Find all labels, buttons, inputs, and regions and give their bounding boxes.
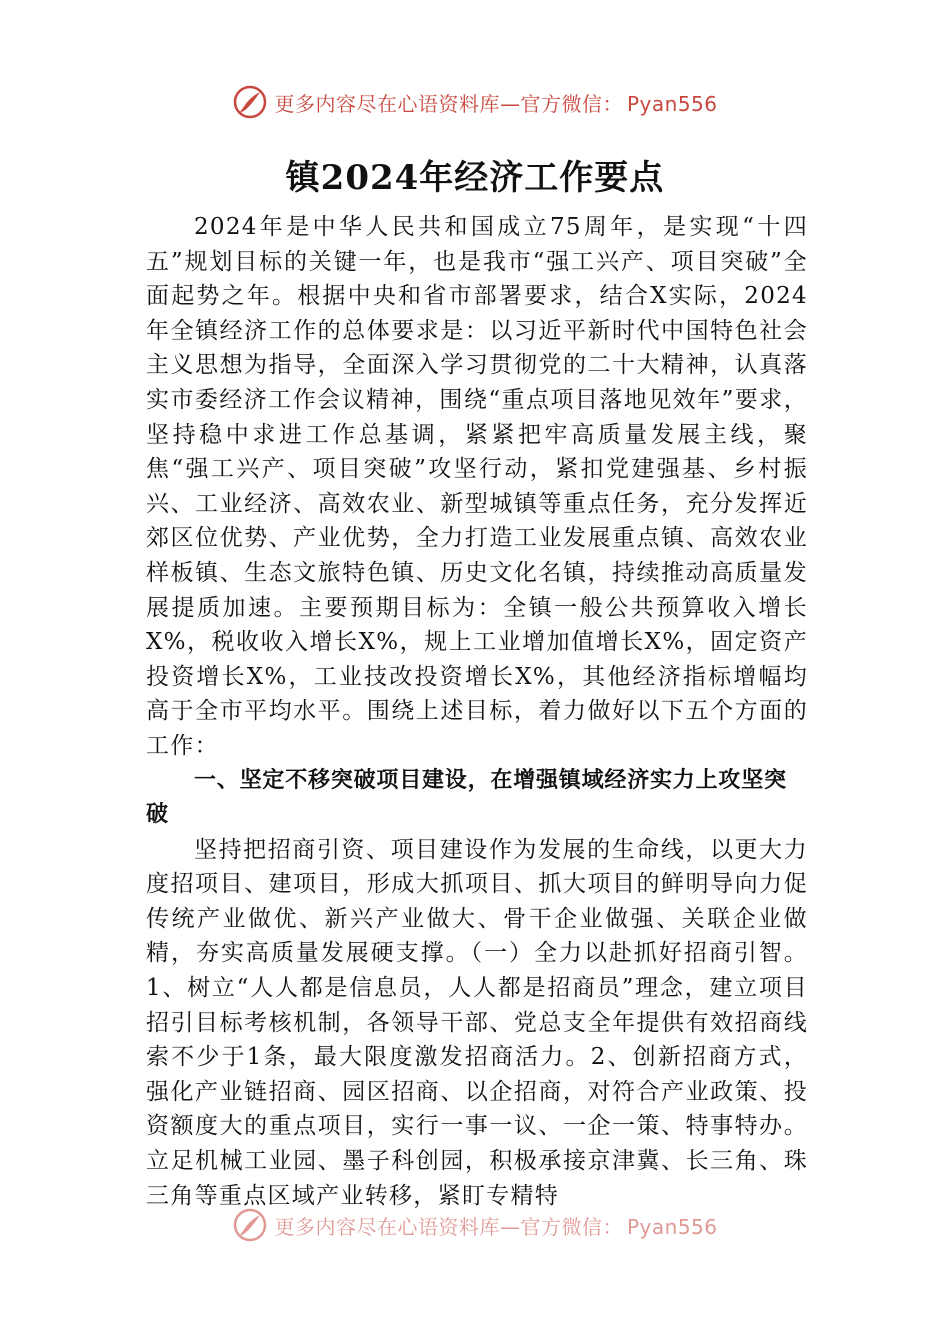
section-1-paragraph: 坚持把招商引资、项目建设作为发展的生命线，以更大力度招项目、建项目，形成大抓项目、抓大项目的鲜明导向力促传统产业做优、新兴产业做大、骨干企业做强、关联企业做精，夯实高质量发展硬支撑。（一）全力以赴抓好招商引智。1、树立“人人都是信息员，人人都是招商员”理念，建立项目招引目标考核机制，各领导干部、党总支全年提供有效招商线索不少于1条，最大限度激发招商活力。2、创新招商方式，强化产业链招商、园区招商、以企招商，对符合产业政策、投资额度大的重点项目，实行一事一议、一企一策、特事特办。立足机械工业园、墨子科创园，积极承接京津冀、长三角、珠三角等重点区域产业转移，紧盯专精特 <box>146 836 808 1209</box>
watermark-header <box>0 84 950 120</box>
document-title: 镇2024年经济工作要点 <box>285 158 665 198</box>
watermark-text: 更多内容尽在心语资料库—官方微信： Pyan556 <box>274 91 718 116</box>
quill-logo-icon <box>232 1207 268 1243</box>
document-body <box>146 210 808 1213</box>
quill-logo-icon <box>232 84 268 120</box>
watermark-footer <box>0 1207 950 1243</box>
intro-paragraph: 2024年是中华人民共和国成立75周年，是实现“十四五”规划目标的关键一年，也是我市“强工兴产、项目突破”全面起势之年。根据中央和省市部署要求，结合X实际，2024年全镇经济工作的总体要求是：以习近平新时代中国特色社会主义思想为指导，全面深入学习贯彻党的二十大精神，认真落实市委经济工作会议精神，围绕“重点项目落地见效年”要求，坚持稳中求进工作总基调，紧紧把牢高质量发展主线，聚焦“强工兴产、项目突破”攻坚行动，紧扣党建强基、乡村振兴、工业经济、高效农业、新型城镇等重点任务，充分发挥近郊区位优势、产业优势，全力打造工业发展重点镇、高效农业样板镇、生态文旅特色镇、历史文化名镇，持续推动高质量发展提质加速。主要预期目标为：全镇一般公共预算收入增长X%，税收收入增长X%，规上工业增加值增长X%，固定资产投资增长X%，工业技改投资增长X%，其他经济指标增幅均高于全市平均水平。围绕上述目标，着力做好以下五个方面的工作： <box>146 214 808 759</box>
watermark-text: 更多内容尽在心语资料库—官方微信： Pyan556 <box>274 1214 718 1239</box>
section-1-heading: 一、坚定不移突破项目建设，在增强镇域经济实力上攻坚突破 <box>146 767 787 828</box>
